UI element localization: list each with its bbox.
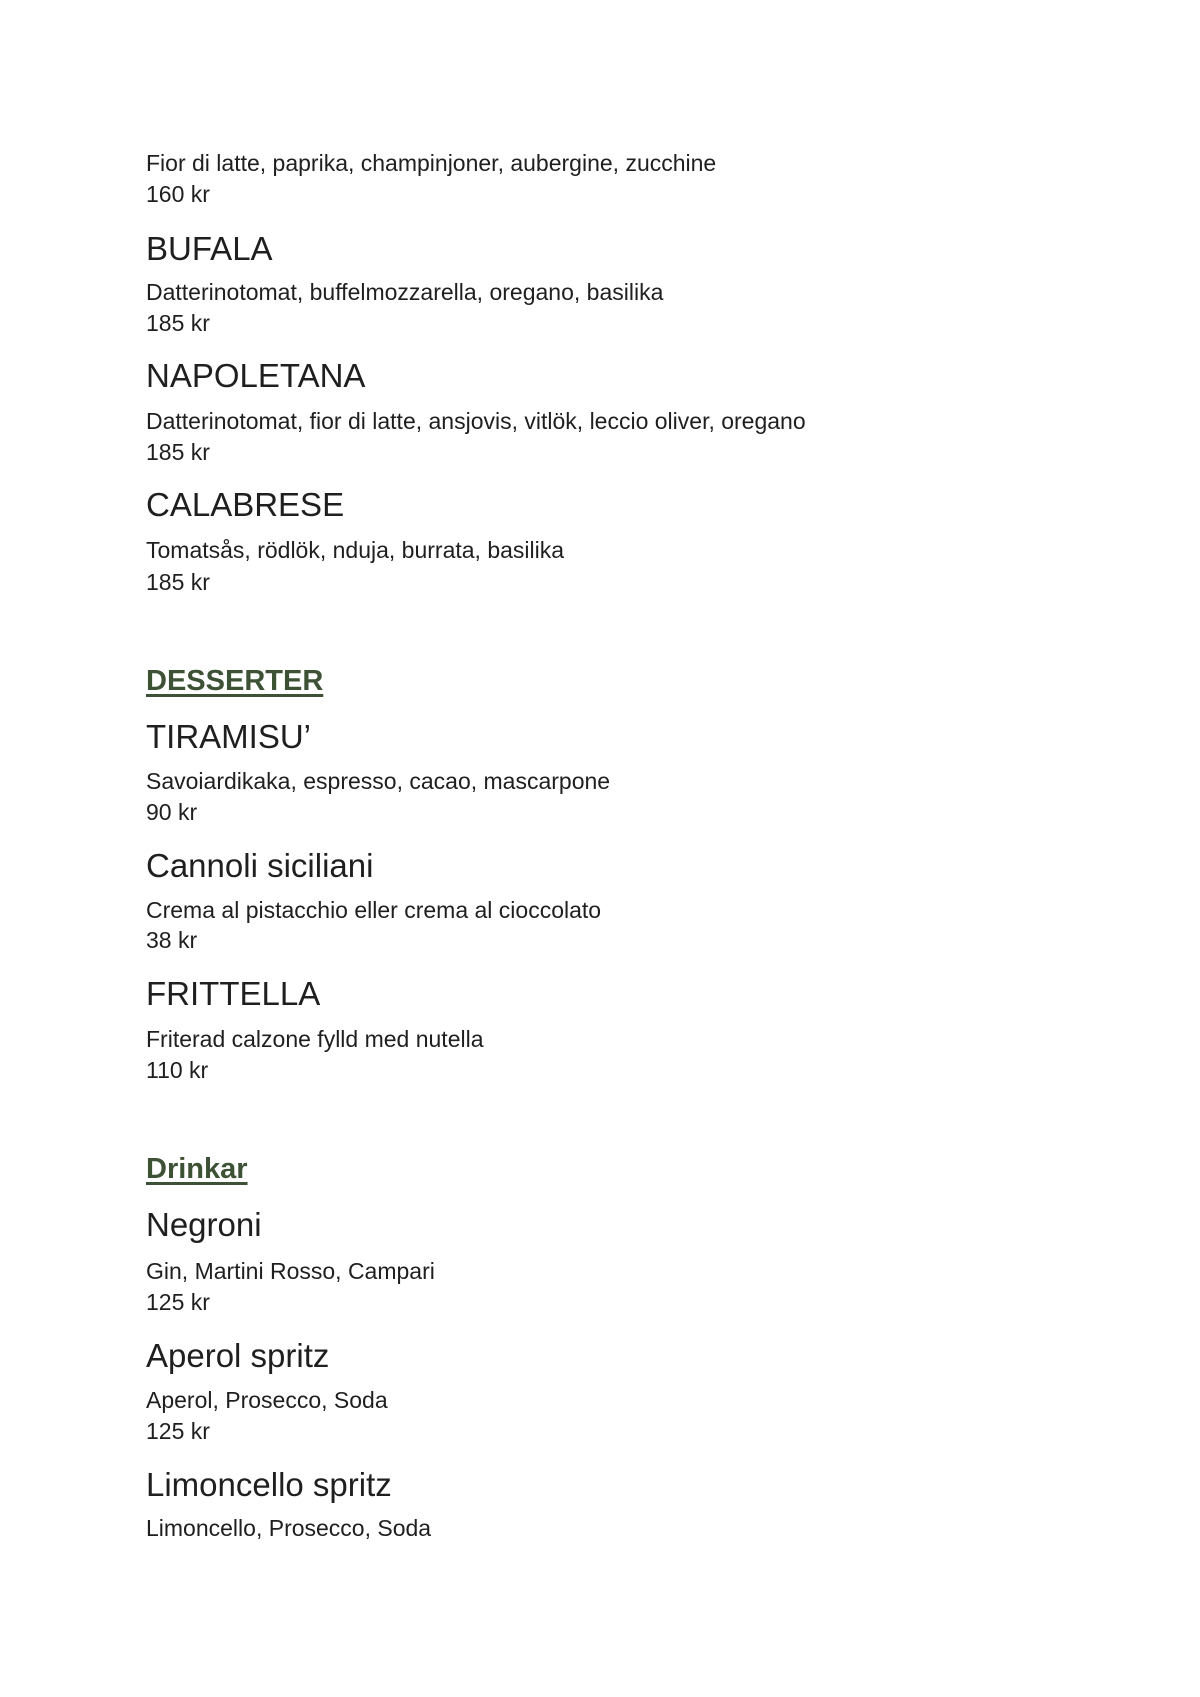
item-price: 160 kr [146,181,210,207]
item-name: FRITTELLA [146,975,321,1012]
item-description: Datterinotomat, buffelmozzarella, oregano, basilika [146,279,664,305]
item-description: Fior di latte, paprika, champinjoner, aubergine, zucchine [146,150,717,176]
item-description: Gin, Martini Rosso, Campari [146,1258,435,1284]
item-description: Crema al pistacchio eller crema al cioccolato [146,897,602,923]
item-name: TIRAMISU’ [146,718,311,755]
item-name: Aperol spritz [146,1337,330,1374]
item-price: 38 kr [146,927,198,953]
item-price: 185 kr [146,439,210,465]
item-price: 90 kr [146,799,198,825]
item-description: Datterinotomat, fior di latte, ansjovis, vitlök, leccio oliver, oregano [146,408,806,434]
item-description: Friterad calzone fylld med nutella [146,1026,484,1052]
section-heading-desserts: DESSERTER [146,665,324,697]
item-name: Negroni [146,1206,262,1243]
section-heading-drinks: Drinkar [146,1153,248,1185]
item-price: 185 kr [146,569,210,595]
item-name: NAPOLETANA [146,357,366,394]
item-description: Aperol, Prosecco, Soda [146,1387,388,1413]
item-price: 185 kr [146,310,210,336]
item-description: Savoiardikaka, espresso, cacao, mascarpone [146,768,611,794]
item-price: 110 kr [146,1057,209,1083]
item-description: Tomatsås, rödlök, nduja, burrata, basilika [146,537,565,563]
item-price: 125 kr [146,1289,210,1315]
item-name: Limoncello spritz [146,1466,392,1503]
item-price: 125 kr [146,1418,210,1444]
item-name: CALABRESE [146,486,345,523]
item-name: Cannoli siciliani [146,847,374,884]
item-name: BUFALA [146,230,273,267]
item-description: Limoncello, Prosecco, Soda [146,1515,432,1541]
